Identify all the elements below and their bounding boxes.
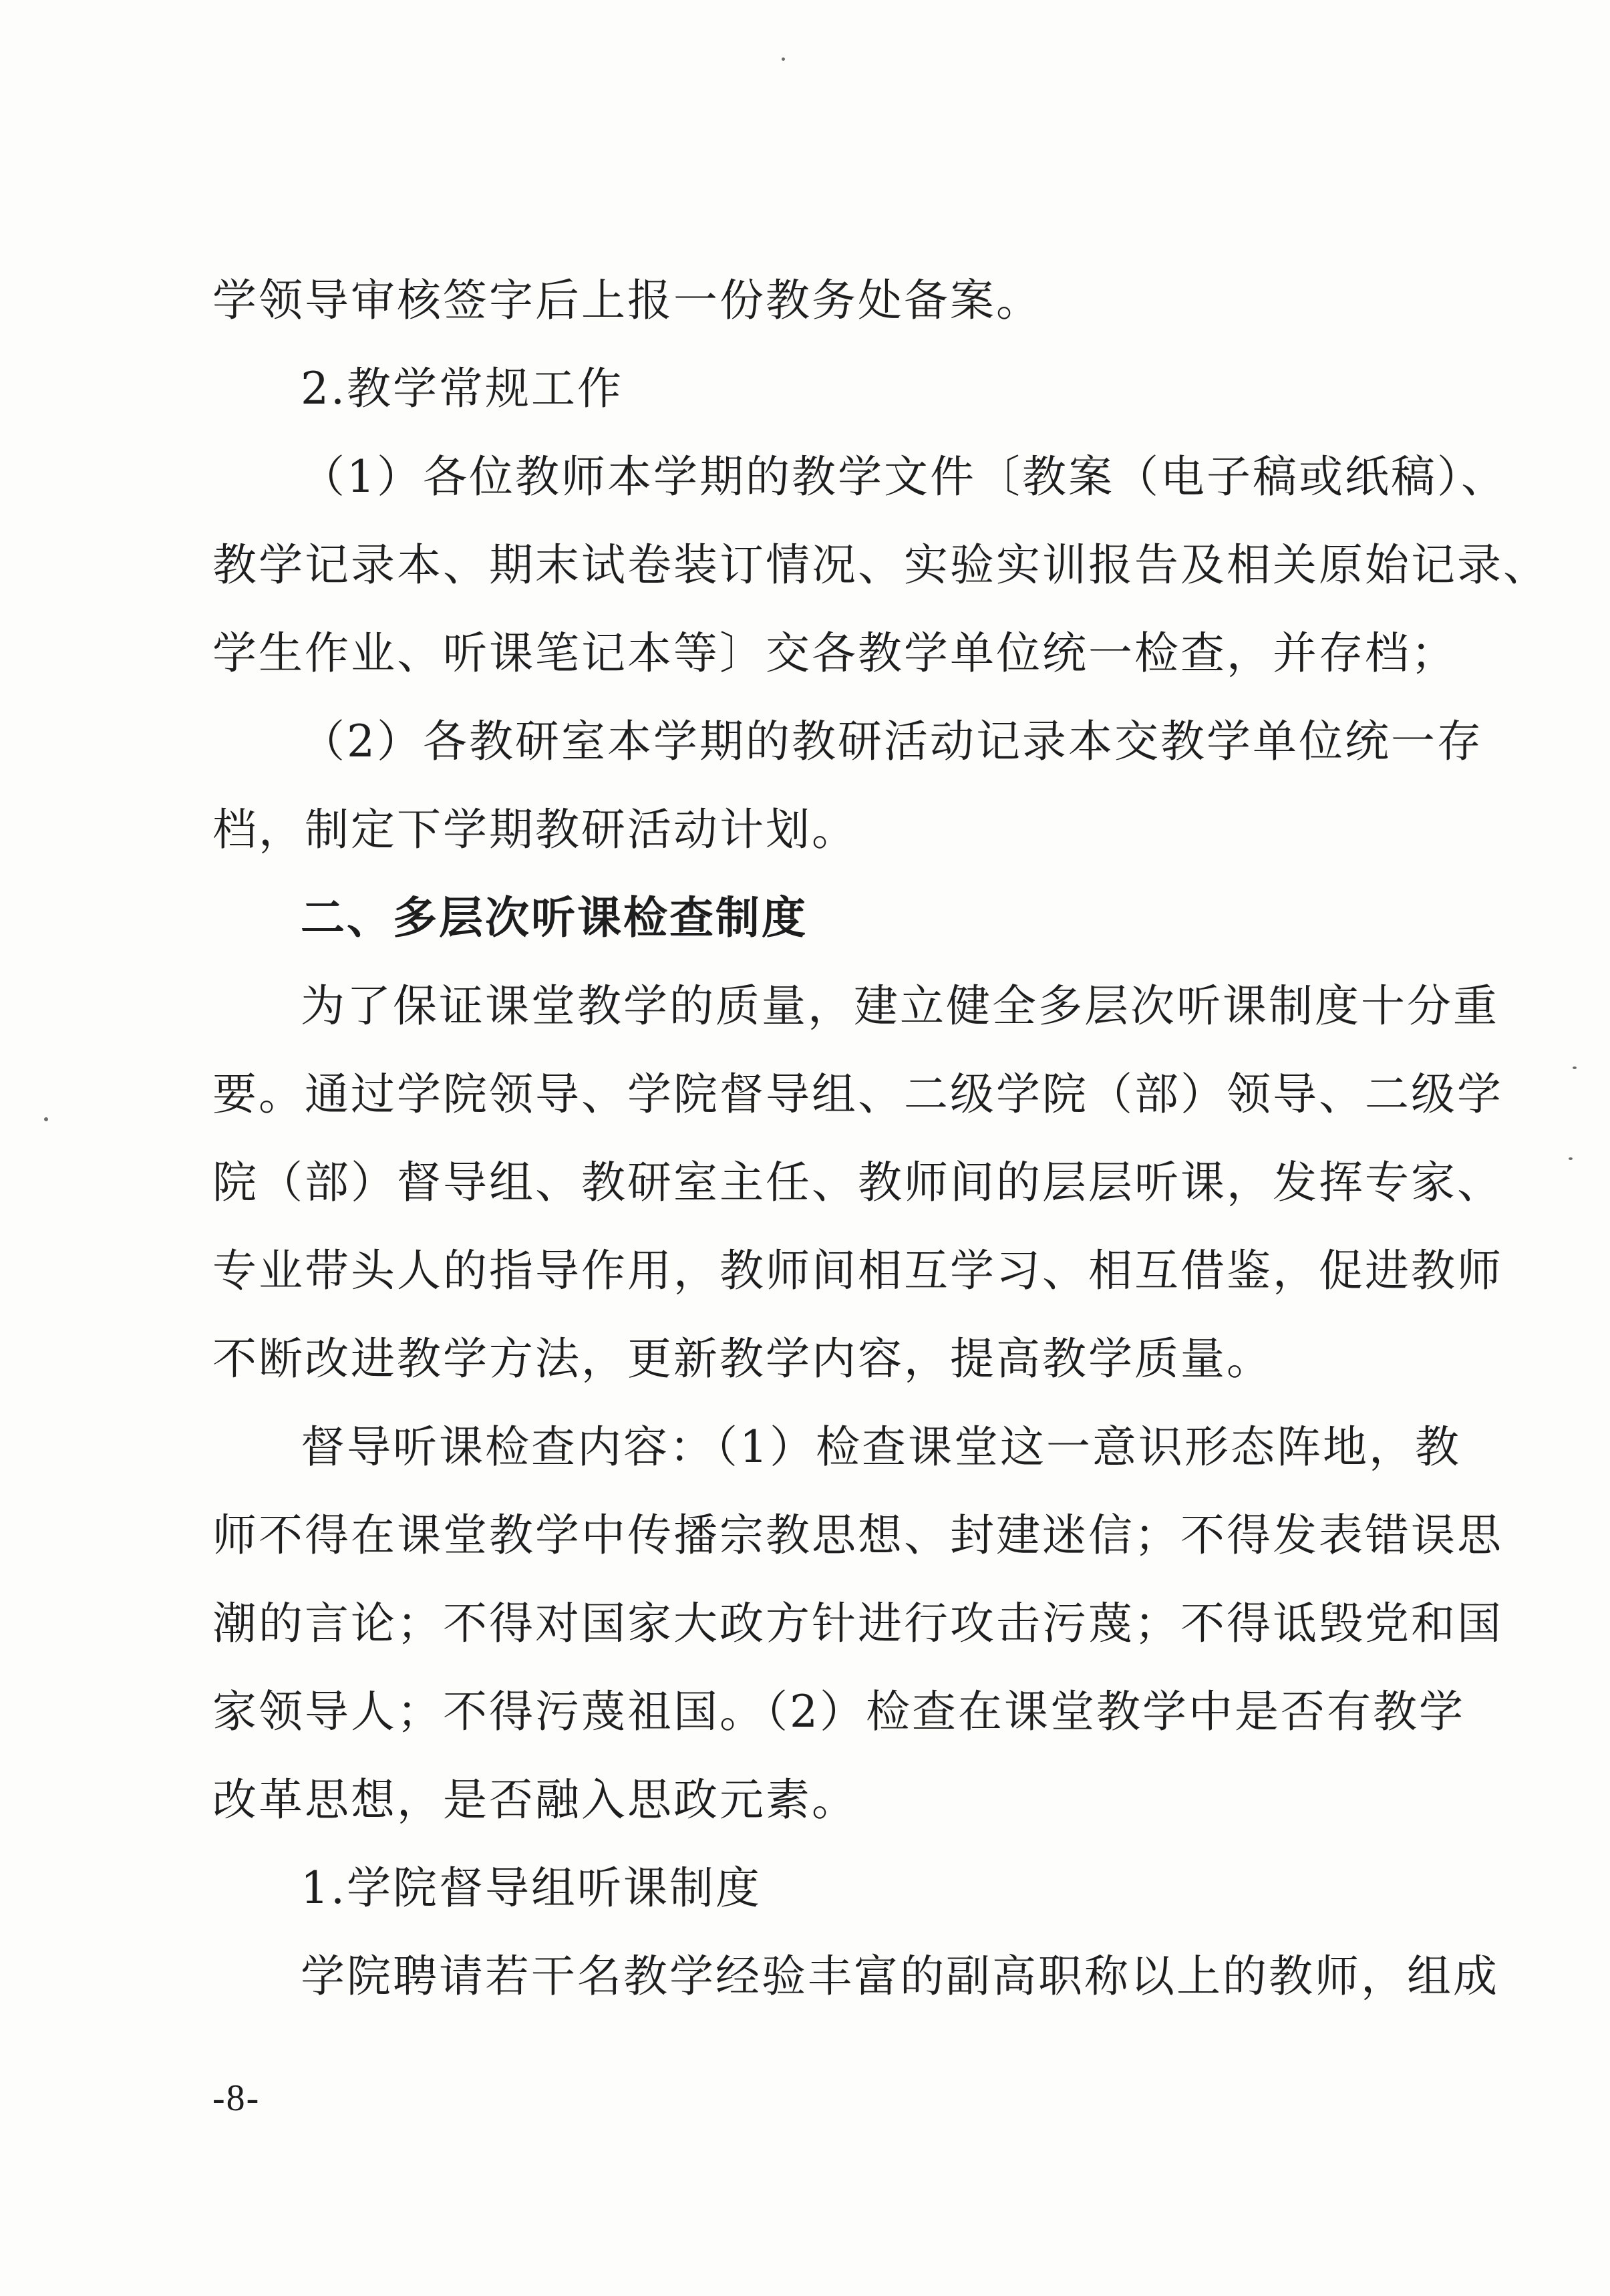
- paragraph-line: 专业带头人的指导作用，教师间相互学习、相互借鉴，促进教师: [212, 1245, 1503, 1296]
- scan-speck: [782, 57, 785, 61]
- paragraph-line: 不断改进教学方法，更新教学内容，提高教学质量。: [212, 1333, 1273, 1385]
- scan-speck: [1573, 1066, 1577, 1069]
- paragraph-line: （2）各教研室本学期的教研活动记录本交教学单位统一存: [301, 716, 1483, 767]
- scan-speck: [44, 1117, 48, 1121]
- page-number: -8-: [212, 2077, 261, 2119]
- paragraph-line: 学领导审核签字后上报一份教务处备案。: [212, 275, 1042, 326]
- paragraph-line: 院（部）督导组、教研室主任、教师间的层层听课，发挥专家、: [212, 1157, 1503, 1208]
- paragraph-line: 潮的言论；不得对国家大政方针进行攻击污蔑；不得诋毁党和国: [212, 1598, 1503, 1649]
- section-heading: 二、多层次听课检查制度: [301, 892, 808, 944]
- paragraph-line: 家领导人；不得污蔑祖国。（2）检查在课堂教学中是否有教学: [212, 1686, 1465, 1737]
- paragraph-line: 教学记录本、期末试卷装订情况、实验实训报告及相关原始记录、: [212, 539, 1549, 591]
- paragraph-line: 督导听课检查内容：（1）检查课堂这一意识形态阵地，教: [301, 1421, 1461, 1473]
- paragraph-line: 学生作业、听课笔记本等〕交各教学单位统一检查，并存档；: [212, 627, 1457, 679]
- paragraph-line: （1）各位教师本学期的教学文件〔教案（电子稿或纸稿）、: [301, 451, 1507, 503]
- paragraph-line: 档，制定下学期教研活动计划。: [212, 804, 858, 855]
- paragraph-line: 学院聘请若干名教学经验丰富的副高职称以上的教师，组成: [301, 1951, 1499, 2002]
- paragraph-line: 师不得在课堂教学中传播宗教思想、封建迷信；不得发表错误思: [212, 1510, 1503, 1561]
- body-text: [212, 257, 1549, 2021]
- paragraph-line: 为了保证课堂教学的质量，建立健全多层次听课制度十分重: [301, 980, 1499, 1032]
- paragraph-line: 要。通过学院领导、学院督导组、二级学院（部）领导、二级学: [212, 1068, 1503, 1120]
- subsection-title: 2.教学常规工作: [301, 363, 623, 414]
- subsection-title: 1.学院督导组听课制度: [301, 1862, 762, 1914]
- paragraph-line: 改革思想，是否融入思政元素。: [212, 1774, 858, 1826]
- scan-speck: [1569, 1157, 1573, 1160]
